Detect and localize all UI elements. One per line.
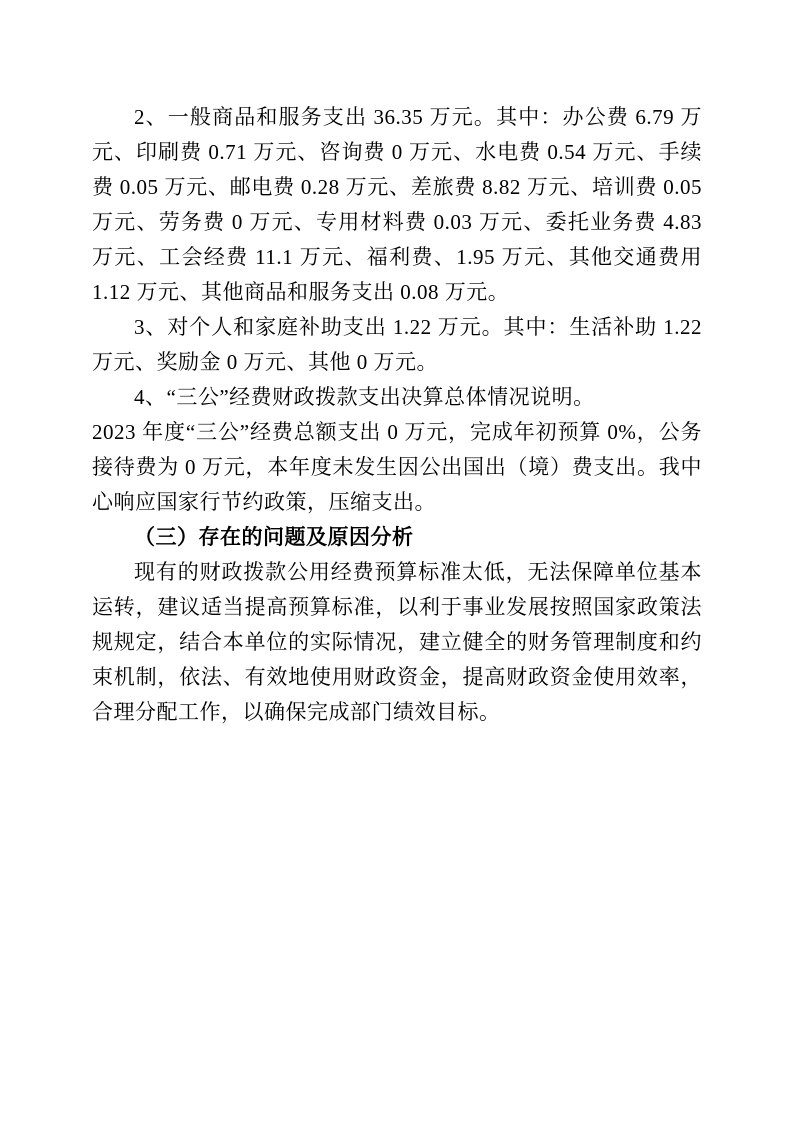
paragraph-general-goods-services: 2、一般商品和服务支出 36.35 万元。其中：办公费 6.79 万元、印刷费 0.71 万元、咨询费 0 万元、水电费 0.54 万元、手续费 0.05 万元、邮电费 0.28 万元、差旅费 8.82 万元、培训费 0.05 万元、劳务费 0 万元、专用材料费 0.03 万元、委托业务费 4.83 万元、工会经费 11.1 万元、福利费、1.95 万元、其他交通费用 1.12 万元、其他商品和服务支出 0.08 万元。: [92, 105, 702, 304]
paragraph-individual-family-subsidy: 3、对个人和家庭补助支出 1.22 万元。其中：生活补助 1.22 万元、奖励金 0 万元、其他 0 万元。: [92, 315, 702, 374]
paragraph-three-public-funds-intro: 4、“三公”经费财政拨款支出决算总体情况说明。: [134, 385, 595, 409]
section-heading-problems-analysis: （三）存在的问题及原因分析: [134, 526, 414, 549]
paragraph-problems-analysis-body: 现有的财政拨款公用经费预算标准太低，无法保障单位基本运转，建议适当提高预算标准，以利于事业发展按照国家政策法规规定，结合本单位的实际情况，建立健全的财务管理制度和约束机制，依法、有效地使用财政资金，提高财政资金使用效率，合理分配工作，以确保完成部门绩效目标。: [92, 560, 702, 724]
document-body: [92, 100, 702, 730]
paragraph-three-public-funds-detail: 2023 年度“三公”经费总额支出 0 万元，完成年初预算 0%，公务接待费为 0 万元，本年度未发生因公出国出（境）费支出。我中心响应国家行节约政策，压缩支出。: [92, 420, 702, 514]
